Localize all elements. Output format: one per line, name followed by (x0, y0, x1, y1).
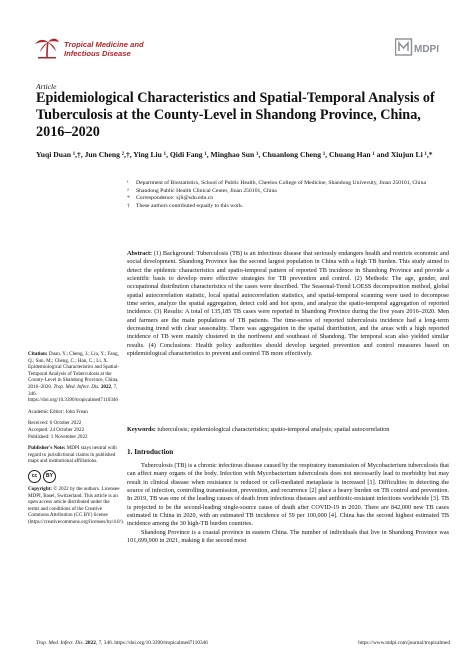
section-heading-introduction: 1. Introduction (127, 448, 174, 456)
journal-name-line2: Infectious Disease (64, 49, 131, 58)
citation-text: Duan, Y.; Cheng, J.; Liu, Y.; Fang, Q.; Sun, M.; Cheng, C.; Han, C.; Li, X. Epidemiological Characteristics and Spatial-Temporal Analysis of Tuberculosis at the County-Level in Shandong Province, China, 2016–2020. (28, 351, 119, 390)
affiliation-text: Shandong Public Health Clinical Center, Jinan 250101, China (136, 187, 277, 194)
footer-citation (36, 640, 208, 646)
abstract-text: (1) Background: Tuberculosis (TB) is an infectious disease that seriously endangers health and restricts economic and social development. Shandong Province has the second largest population in China with a high TB burden. This study aimed to detect the epidemic characteristics and spatio-temporal pattern of reported TB incidence in Shandong Province and provide a scientific basis to develop more effective strategies for TB prevention and control. (2) Methods: The age, gender, and occupational distribution characteristics of the cases were described. The Seasonal-Trend LOESS decomposition method, global spatial autocorrelation statistic, local spatial autocorrelation statistics, and spatial-temporal scanning were used to decompose time series, analyze the spatial aggregation, detect cold and hot spots, and analyze the spatio-temporal aggregation of reported incidence. (3) Results: A total of 135,185 TB cases were reported in Shandong Province during the five years 2016–2020. Men and farmers are the main populations of TB patients. The time-series of reported tuberculosis incidence had a long-term decreasing trend with clear seasonality. There was aggregation in the spatial distribution, and the areas with a high reported incidence of TB were mainly clustered in the northwest and southeast of Shandong. The temporal scan also yielded similar results. (4) Conclusions: Health policy authorities should develop targeted prevention and control measures based on epidemiological characteristics to prevent and control TB more effectively. (127, 250, 449, 358)
journal-name-line1: Tropical Medicine and (64, 40, 144, 49)
abstract-label: Abstract: (127, 250, 153, 257)
correspondence (127, 195, 449, 203)
affiliation-mark: * (127, 195, 130, 202)
footer-journal-url[interactable]: https://www.mdpi.com/journal/tropicalmed (358, 640, 450, 646)
equal-contribution-note (127, 203, 449, 211)
affiliation-mark: ² (127, 187, 129, 194)
copyright-text: © 2022 by the authors. Licensee MDPI, Basel, Switzerland. This article is an open access article distributed under the terms and conditions of the Creative Commons Attribution (CC BY) license (https://creativecommons.org/licenses/by/4.0/). (28, 485, 124, 525)
page-footer (36, 640, 450, 646)
keywords-label: Keywords: (127, 426, 156, 433)
palm-tree-logo-icon (34, 36, 60, 60)
keywords (127, 426, 449, 434)
affiliation-text: Department of Biostatistics, School of Public Health, Cheeloo College of Medicine, Shandong University, Jinan 250101, China (136, 180, 426, 186)
cc-by-license-icon[interactable] (28, 470, 120, 483)
affiliation-text: These authors contributed equally to this work. (136, 202, 244, 209)
citation-year: 2022 (100, 383, 112, 390)
affiliation-mark: ¹ (127, 180, 129, 186)
by-icon: BY (43, 470, 56, 483)
journal-name (64, 40, 144, 58)
publisher-note-label: Publisher's Note: (28, 445, 66, 452)
citation-label: Citation: (28, 351, 48, 357)
intro-paragraph-2: Shandong Province is a coastal province in eastern China. The number of individuals that live in Shandong Province was 101,699,900 in 2021, making it the second most (127, 528, 449, 545)
intro-paragraph-1: Tuberculosis (TB) is a chronic infectious disease caused by the respiratory transmission of Mycobacterium tuberculosis that can affect many organs of the body. Infection with Mycobacterium tuberculosis does not necessarily lead to morbidity but may result in clinical disease when resistance is reduced or cell-mediated metaplasia is increased [1]. Difficulties in detecting the source of infection, controlling transmission, prevention, and recurrence [2] place a heavy burden on TB control and prevention. In 2019, TB was one of the leading causes of death from infectious diseases and antibiotic-resistant infections worldwide [3]. TB is projected to be the second-leading single-source cause of death after COVID-19 in 2020. There are 842,000 new TB cases estimated in China in 2020, with an estimated TB incidence of 59 per 100,000 [4]. China has the second highest estimated TB incidence among the 30 high-TB burden countries. (127, 462, 449, 528)
introduction-body (127, 462, 449, 545)
received-date: Received: 6 October 2022 (28, 420, 82, 427)
correspondence-text[interactable]: Correspondence: xjli@sdu.edu.cn (136, 195, 214, 202)
footer-year: 2022 (85, 640, 96, 646)
affiliations (127, 180, 449, 210)
footer-doi[interactable]: , 7, 346. https://doi.org/10.3390/tropicalmed7110346 (95, 640, 208, 646)
keywords-text: tuberculosis; epidemiological characteristics; spatio-temporal analysis; spatial autocorrelation (157, 426, 390, 433)
publisher-note-text: MDPI stays neutral with regard to jurisdictional claims in published maps and institutional affiliations. (28, 445, 117, 465)
publisher-note (28, 445, 120, 465)
citation-journal: Trop. Med. Infect. Dis. (53, 383, 100, 390)
affiliation-1 (127, 180, 449, 188)
footer-journal: Trop. Med. Infect. Dis. (36, 640, 84, 646)
accepted-date: Accepted: 24 October 2022 (28, 426, 85, 433)
mdpi-logo-text: MDPI (414, 44, 439, 55)
academic-editor: Academic Editor: John Frean (28, 408, 88, 415)
article-type: Article (36, 82, 57, 91)
affiliation-mark: † (127, 202, 130, 209)
copyright (28, 485, 124, 526)
copyright-label: Copyright: (28, 485, 53, 492)
citation (28, 351, 120, 404)
affiliation-2 (127, 188, 449, 196)
cc-icon: cc (28, 470, 41, 483)
published-date: Published: 1 November 2022 (28, 433, 88, 440)
sidebar-metadata (28, 351, 124, 530)
citation-doi[interactable]: , 7, 346. https://doi.org/10.3390/tropicalmed7110346 (28, 383, 118, 404)
paper-title: Epidemiological Characteristics and Spatial-Temporal Analysis of Tuberculosis at the County-Level in Shandong Province, China, 2016–2020 (36, 90, 435, 140)
author-list: Yuqi Duan ¹,†, Jun Cheng ²,†, Ying Liu ¹, Qidi Fang ¹, Minghao Sun ¹, Chuanlong Cheng ¹, Chuang Han ¹ and Xiujun Li ¹,* (36, 150, 433, 159)
abstract (127, 250, 449, 358)
mdpi-logo-icon (395, 36, 443, 58)
